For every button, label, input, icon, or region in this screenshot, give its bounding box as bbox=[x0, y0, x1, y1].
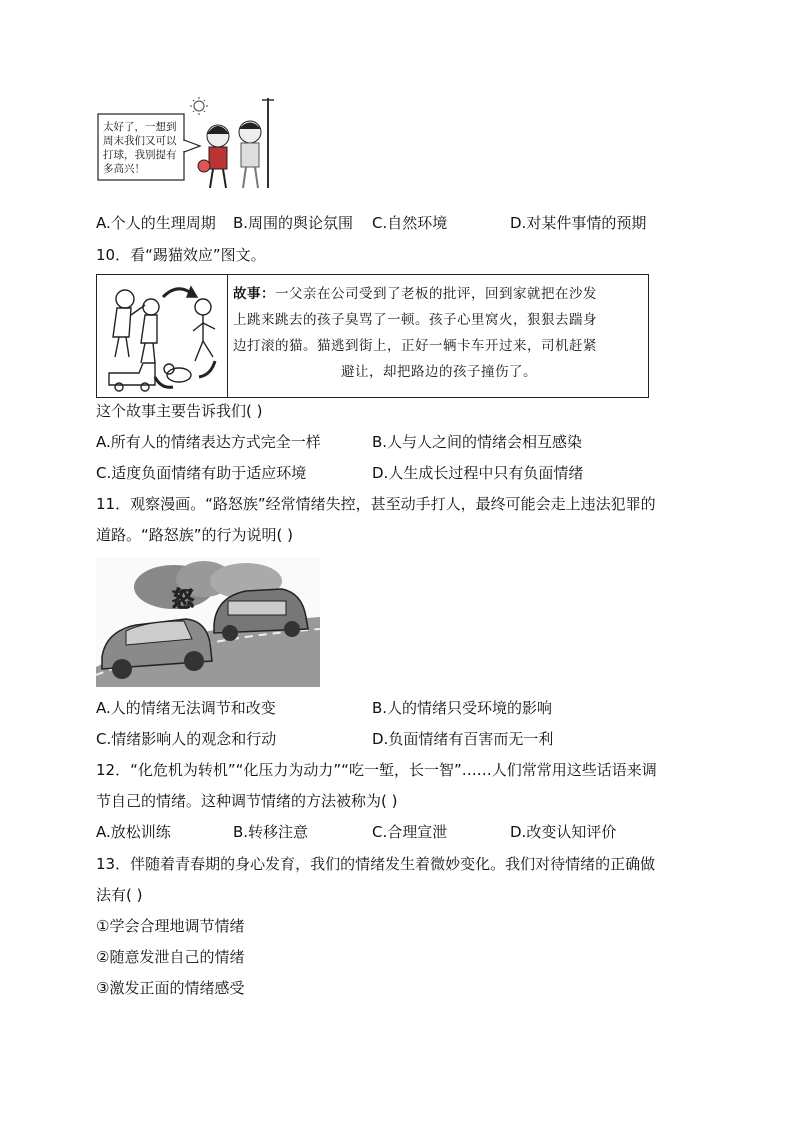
story-line-1: 一父亲在公司受到了老板的批评，回到家就把在沙发 bbox=[275, 286, 597, 302]
q12-option-c[interactable]: C.合理宣泄 bbox=[372, 823, 448, 841]
q10-option-c[interactable]: C.适度负面情绪有助于适应环境 bbox=[96, 464, 307, 482]
story-label: 故事： bbox=[233, 286, 275, 302]
q10-question: 这个故事主要告诉我们( ) bbox=[96, 402, 263, 420]
road-rage-cartoon bbox=[96, 557, 320, 687]
q12-option-a[interactable]: A.放松训练 bbox=[96, 823, 171, 841]
q13-item-2[interactable]: ②随意发泄自己的情绪 bbox=[96, 948, 245, 966]
q11-option-b[interactable]: B.人的情绪只受环境的影响 bbox=[372, 699, 553, 717]
sun-icon bbox=[190, 97, 208, 115]
q10-option-b[interactable]: B.人与人之间的情绪会相互感染 bbox=[372, 433, 583, 451]
anger-character: 怒 bbox=[172, 588, 195, 613]
story-divider bbox=[227, 275, 228, 397]
story-line-3: 边打滚的猫。猫逃到街上，正好一辆卡车开过来，司机赶紧 bbox=[233, 338, 597, 354]
q12-option-d[interactable]: D.改变认知评价 bbox=[510, 823, 617, 841]
story-text bbox=[233, 281, 645, 385]
q12-option-b[interactable]: B.转移注意 bbox=[233, 823, 309, 841]
q11-option-c[interactable]: C.情绪影响人的观念和行动 bbox=[96, 730, 277, 748]
speech-bubble-text: 太好了，一想到周末我们又可以打球，我别提有多高兴！ bbox=[103, 121, 177, 175]
q12-stem-line1: 12．“化危机为转机”“化压力为动力”“吃一堑，长一智”……人们常常用这些话语来调 bbox=[96, 761, 657, 779]
q9-option-d[interactable]: D.对某件事情的预期 bbox=[510, 214, 647, 232]
q11-option-d[interactable]: D.负面情绪有百害而无一利 bbox=[372, 730, 554, 748]
q10-stem: 10．看“踢猫效应”图文。 bbox=[96, 246, 266, 264]
q9-cartoon bbox=[96, 96, 286, 192]
q9-option-c[interactable]: C.自然环境 bbox=[372, 214, 448, 232]
q10-option-d[interactable]: D.人生成长过程中只有负面情绪 bbox=[372, 464, 584, 482]
story-line-2: 上跳来跳去的孩子臭骂了一顿。孩子心里窝火，狠狠去踹身 bbox=[233, 312, 597, 328]
q11-stem-line2: 道路。“路怒族”的行为说明( ) bbox=[96, 526, 294, 544]
story-line-4: 避让，却把路边的孩子撞伤了。 bbox=[341, 364, 537, 380]
q9-option-b[interactable]: B.周围的舆论氛围 bbox=[233, 214, 354, 232]
q11-option-a[interactable]: A.人的情绪无法调节和改变 bbox=[96, 699, 276, 717]
q13-item-1[interactable]: ①学会合理地调节情绪 bbox=[96, 917, 245, 935]
q13-stem-line2: 法有( ) bbox=[96, 886, 143, 904]
q13-item-3[interactable]: ③激发正面的情绪感受 bbox=[96, 979, 245, 997]
q11-stem-line1: 11．观察漫画。“路怒族”经常情绪失控，甚至动手打人，最终可能会走上违法犯罪的 bbox=[96, 495, 656, 513]
q13-stem-line1: 13．伴随着青春期的身心发育，我们的情绪发生着微妙变化。我们对待情绪的正确做 bbox=[96, 855, 656, 873]
q9-option-a[interactable]: A.个人的生理周期 bbox=[96, 214, 216, 232]
q12-stem-line2: 节自己的情绪。这种调节情绪的方法被称为( ) bbox=[96, 792, 398, 810]
kick-cat-story-box bbox=[96, 274, 649, 398]
kick-cat-cartoon bbox=[99, 277, 225, 395]
q10-option-a[interactable]: A.所有人的情绪表达方式完全一样 bbox=[96, 433, 321, 451]
